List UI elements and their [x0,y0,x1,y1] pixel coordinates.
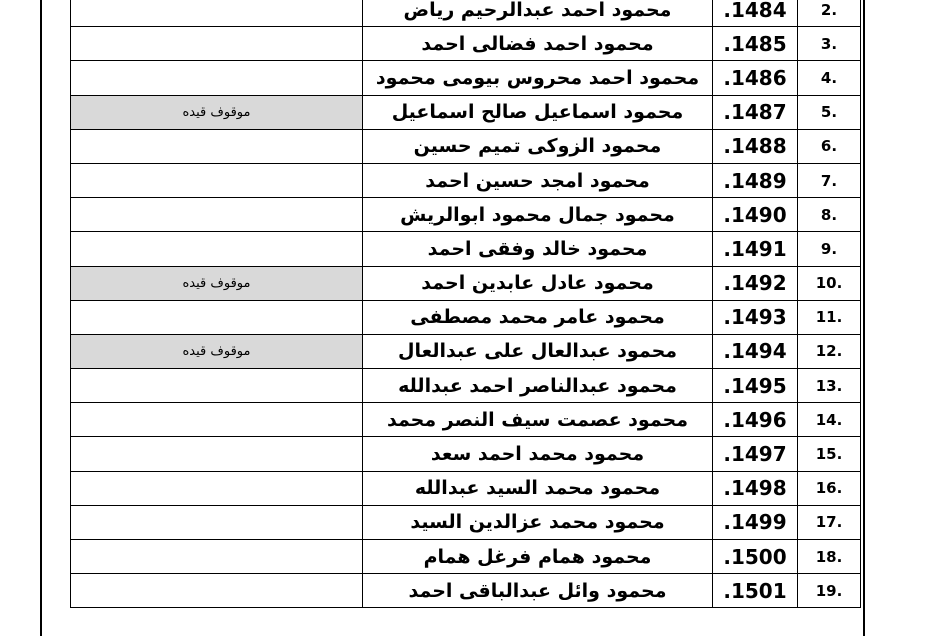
person-name: محمود احمد عبدالرحيم رياض [363,0,713,27]
table-row [71,129,861,163]
row-index [798,163,861,197]
registration-number-text: .1497 [723,442,787,467]
row-index [798,574,861,608]
registration-number-text: .1485 [723,31,787,56]
table-row [71,232,861,266]
table-row [71,300,861,334]
registration-number [713,471,798,505]
registration-number-text: .1484 [723,0,787,22]
registration-number [713,0,798,27]
roster-body [71,0,861,608]
status-note [71,471,363,505]
status-note: موقوف قيده [71,266,363,300]
person-name: محمود عامر محمد مصطفى [363,300,713,334]
row-index [798,61,861,95]
registration-number [713,266,798,300]
registration-number [713,369,798,403]
row-index-text: 19. [815,581,843,600]
row-index-text: 4. [820,68,838,87]
person-name: محمود جمال محمود ابوالريش [363,198,713,232]
registration-number-text: .1495 [723,373,787,398]
person-name: محمود محمد السيد عبدالله [363,471,713,505]
row-index-text: 17. [815,513,843,532]
roster-table [70,0,861,608]
row-index [798,27,861,61]
status-note [71,369,363,403]
row-index [798,198,861,232]
status-note: موقوف قيده [71,95,363,129]
row-index [798,232,861,266]
status-note [71,574,363,608]
person-name: محمود احمد محروس بيومى محمود [363,61,713,95]
registration-number [713,95,798,129]
row-index-text: 11. [815,308,843,327]
registration-number-text: .1486 [723,65,787,90]
registration-number [713,437,798,471]
row-index-text: 16. [815,479,843,498]
status-note [71,300,363,334]
registration-number-text: .1487 [723,100,787,125]
registration-number-text: .1488 [723,134,787,159]
row-index-text: 15. [815,445,843,464]
row-index-text: 2. [820,0,838,19]
row-index [798,95,861,129]
registration-number [713,574,798,608]
status-note [71,163,363,197]
row-index [798,437,861,471]
status-note [71,232,363,266]
registration-number [713,540,798,574]
person-name: محمود الزوكى تميم حسين [363,129,713,163]
table-row [71,334,861,368]
registration-number-text: .1498 [723,476,787,501]
row-index [798,129,861,163]
registration-number-text: .1494 [723,339,787,364]
registration-number [713,27,798,61]
table-row [71,266,861,300]
registration-number-text: .1490 [723,202,787,227]
status-note [71,403,363,437]
row-index [798,0,861,27]
person-name: محمود محمد عزالدين السيد [363,505,713,539]
table-row [71,61,861,95]
registration-number-text: .1493 [723,305,787,330]
table-row [71,437,861,471]
table-row [71,369,861,403]
row-index [798,300,861,334]
status-note [71,61,363,95]
registration-number [713,61,798,95]
table-row [71,27,861,61]
registration-number-text: .1492 [723,271,787,296]
person-name: محمود همام فرغل همام [363,540,713,574]
table-row [71,95,861,129]
table-row [71,574,861,608]
row-index [798,266,861,300]
table-row [71,471,861,505]
row-index-text: 14. [815,410,843,429]
person-name: محمود محمد احمد سعد [363,437,713,471]
person-name: محمود عبدالعال على عبدالعال [363,334,713,368]
registration-number [713,403,798,437]
row-index-text: 18. [815,547,843,566]
status-note [71,437,363,471]
table-row [71,403,861,437]
registration-number [713,505,798,539]
status-note [71,505,363,539]
table-row [71,540,861,574]
row-index-text: 10. [815,274,843,293]
row-index-text: 8. [820,205,838,224]
row-index-text: 12. [815,342,843,361]
table-row [71,0,861,27]
status-note: موقوف قيده [71,334,363,368]
table-row [71,505,861,539]
registration-number-text: .1496 [723,407,787,432]
registration-number [713,129,798,163]
row-index [798,540,861,574]
registration-number-text: .1499 [723,510,787,535]
status-note [71,27,363,61]
status-note [71,198,363,232]
registration-number [713,334,798,368]
row-index-text: 9. [820,239,838,258]
status-note [71,129,363,163]
row-index-text: 6. [820,137,838,156]
row-index [798,403,861,437]
status-note [71,540,363,574]
registration-number [713,163,798,197]
row-index [798,471,861,505]
registration-number-text: .1491 [723,236,787,261]
status-note [71,0,363,27]
registration-number [713,300,798,334]
person-name: محمود عادل عابدين احمد [363,266,713,300]
person-name: محمود عصمت سيف النصر محمد [363,403,713,437]
row-index [798,369,861,403]
person-name: محمود خالد وفقى احمد [363,232,713,266]
table-row [71,198,861,232]
person-name: محمود وائل عبدالباقى احمد [363,574,713,608]
person-name: محمود عبدالناصر احمد عبدالله [363,369,713,403]
row-index-text: 3. [820,34,838,53]
registration-number [713,232,798,266]
person-name: محمود اسماعيل صالح اسماعيل [363,95,713,129]
registration-number [713,198,798,232]
row-index-text: 7. [820,171,838,190]
row-index [798,505,861,539]
table-row [71,163,861,197]
row-index-text: 13. [815,376,843,395]
registration-number-text: .1501 [723,578,787,603]
person-name: محمود امجد حسين احمد [363,163,713,197]
person-name: محمود احمد فضالى احمد [363,27,713,61]
row-index [798,334,861,368]
registration-number-text: .1500 [723,544,787,569]
registration-number-text: .1489 [723,168,787,193]
row-index-text: 5. [820,103,838,122]
